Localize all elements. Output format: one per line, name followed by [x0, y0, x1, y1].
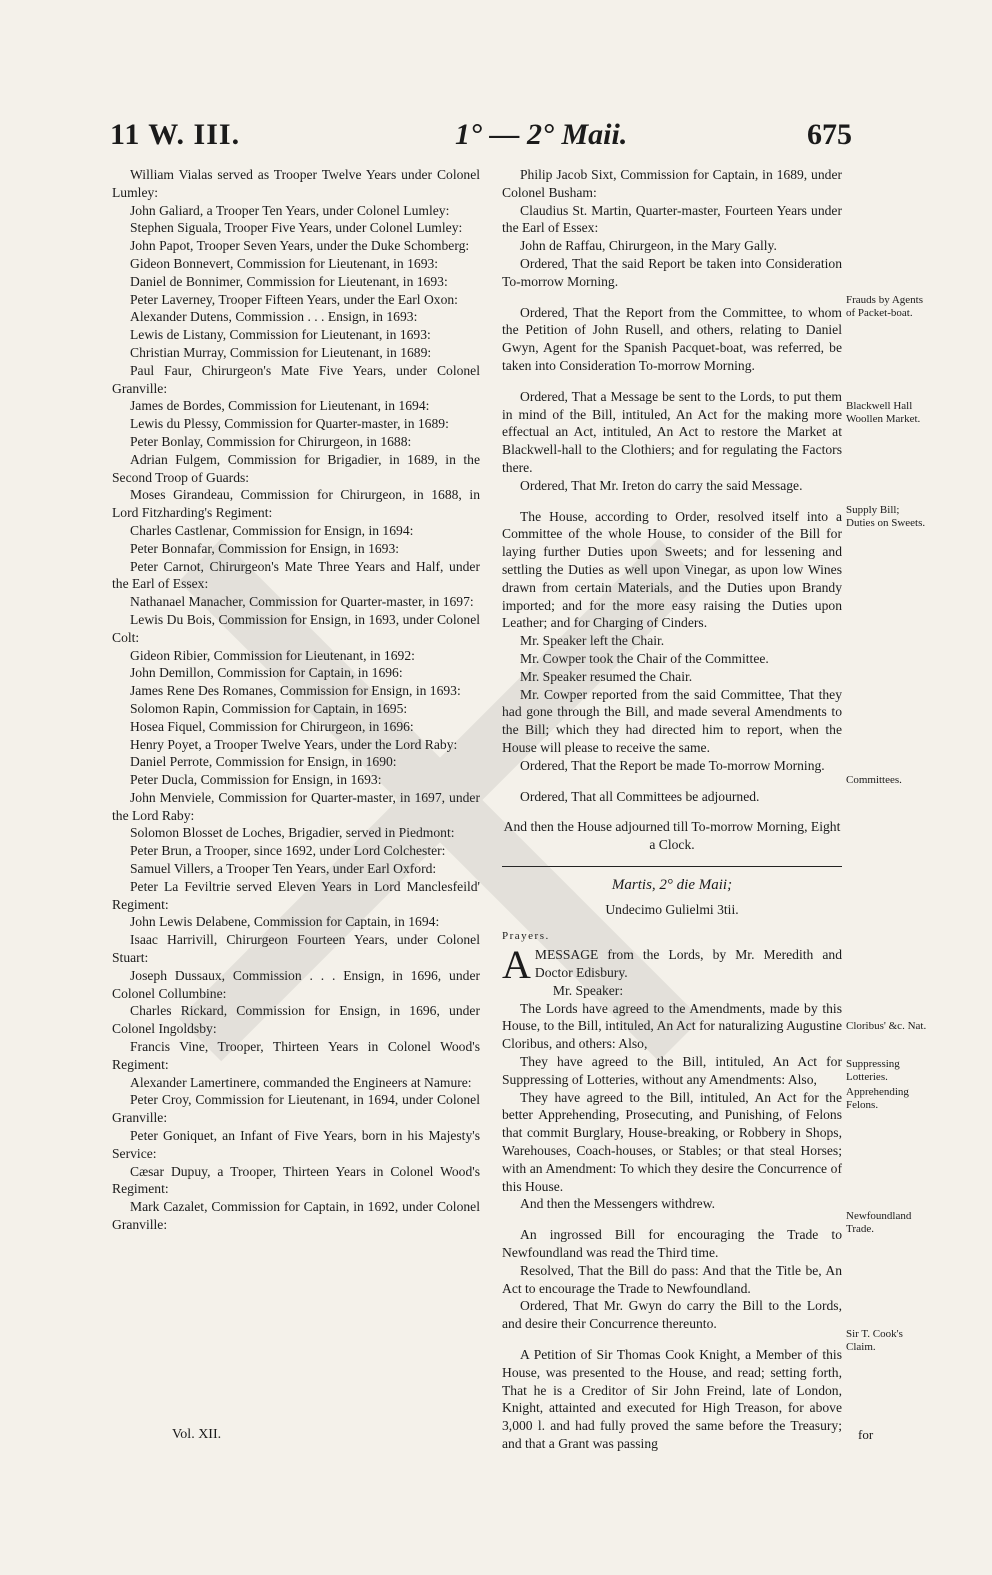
day-heading: Martis, 2° die Maii; — [611, 876, 733, 893]
entry: Mr. Speaker: — [552, 982, 624, 998]
entry: Lewis Du Bois, Commission for Ensign, in 1693, under Colonel Colt: — [112, 611, 480, 645]
cowper-report: Mr. Cowper reported from the said Committee, That they had gone through the Bill, and made several Amendments to the Bill; which they had directed him to report, when the House will please to receive the same. — [502, 686, 842, 755]
adjournment: And then the House adjourned till To-morrow Morning, Eight a Clock. — [503, 819, 841, 853]
entry: They have agreed to the Bill, intituled, An Act for Suppressing of Lotteries, without any Amendments: Also, — [502, 1054, 842, 1087]
margin-note-supply: Supply Bill; Duties on Sweets. — [846, 504, 926, 529]
entry: Alexander Dutens, Commission . . . Ensign, in 1693: — [130, 309, 418, 325]
entry: Cæsar Dupuy, a Trooper, Thirteen Years in Colonel Wood's Regiment: — [112, 1163, 480, 1197]
entry: John Menviele, Commission for Quarter-master, in 1697, under the Lord Raby: — [112, 789, 480, 823]
header-reign: 11 W. III. — [110, 118, 241, 151]
margin-note-frauds: Frauds by Agents of Packet-boat. — [846, 294, 923, 319]
entry: Ordered, That the said Report be taken into Consideration To-morrow Morning. — [502, 255, 842, 289]
right-column — [502, 166, 842, 1453]
speaker-resumed: Mr. Speaker resumed the Chair. — [520, 668, 693, 684]
volume-label: Vol. XII. — [172, 1427, 222, 1442]
margin-note-cloribus: Cloribus' &c. Nat. — [846, 1020, 927, 1032]
entry: Daniel Perrote, Commission for Ensign, in 1690: — [130, 754, 397, 770]
entry: Paul Faur, Chirurgeon's Mate Five Years, under Colonel Granville: — [112, 362, 480, 396]
margin-note-blackwell: Blackwell Hall Woollen Market. — [846, 400, 921, 425]
entry: Peter La Feviltrie served Eleven Years in Lord Manclesfeild' Regiment: — [112, 878, 480, 912]
lords-message — [502, 942, 842, 988]
drop-cap: A — [502, 942, 531, 988]
entry: John Galiard, a Trooper Ten Years, under Colonel Lumley: — [130, 202, 450, 218]
margin-note-lotteries: Suppressing Lotteries. — [846, 1058, 900, 1083]
entry: Moses Girandeau, Commission for Chirurgeon, in 1688, in Lord Fitzharding's Regiment: — [112, 487, 480, 521]
newfoundland-bill: An ingrossed Bill for encouraging the Trade to Newfoundland was read the Third time. — [502, 1227, 842, 1261]
entry: Lewis du Plessy, Commission for Quarter-master, in 1689: — [130, 416, 449, 432]
entry: Peter Croy, Commission for Lieutenant, in 1694, under Colonel Granville: — [112, 1092, 480, 1126]
entry: The Lords have agreed to the Amendments, made by this House, to the Bill, intituled, An Act for naturalizing Augustine Cloribus, and others: Also, — [502, 1000, 842, 1052]
entry: Solomon Rapin, Commission for Captain, in 1695: — [130, 700, 408, 716]
message-text: MESSAGE from the Lords, by Mr. Meredith and Doctor Edisbury. — [534, 947, 842, 981]
entry: Peter Brun, a Trooper, since 1692, under Lord Colchester: — [130, 843, 446, 859]
entry: Peter Ducla, Commission for Ensign, in 1693: — [130, 772, 382, 788]
newfoundland-order: Ordered, That Mr. Gwyn do carry the Bill to the Lords, and desire their Concurrence thereunto. — [502, 1298, 842, 1332]
supply-committee: The House, according to Order, resolved itself into a Committee of the whole House, to consider of the Bill for laying further Duties upon Sweets; and for lessening and settling the Duties as well upon Vinegar, as upon low Wines drawn from certain Materials, and the Duties upon Brandy imported; and for the more easy raising the Duties upon Leather; and for Charging of Cinders. — [502, 508, 842, 631]
prayers-label: Prayers. — [502, 930, 550, 943]
entry: William Vialas served as Trooper Twelve Years under Colonel Lumley: — [112, 167, 480, 200]
entry: Isaac Harrivill, Chirurgeon Fourteen Years, under Colonel Stuart: — [112, 932, 480, 966]
entry: Lewis de Listany, Commission for Lieutenant, in 1693: — [130, 327, 431, 343]
entry: Alexander Lamertinere, commanded the Engineers at Namure: — [130, 1074, 472, 1090]
entry: John de Raffau, Chirurgeon, in the Mary Gally. — [520, 238, 777, 254]
entry: Peter Bonlay, Commission for Chirurgeon, in 1688: — [130, 433, 412, 449]
entry: Gideon Ribier, Commission for Lieutenant, in 1692: — [130, 647, 415, 663]
entry: Solomon Blosset de Loches, Brigadier, served in Piedmont: — [130, 825, 455, 841]
entry: Philip Jacob Sixt, Commission for Captain, in 1689, under Colonel Busham: — [502, 167, 842, 200]
newfoundland-resolved: Resolved, That the Bill do pass: And that the Title be, An Act to encourage the Trade to Newfoundland. — [502, 1262, 842, 1296]
committees-order: Ordered, That all Committees be adjourned. — [520, 788, 760, 804]
entry: John Demillon, Commission for Captain, in 1696: — [130, 665, 403, 681]
entry: Gideon Bonnevert, Commission for Lieutenant, in 1693: — [130, 255, 439, 271]
frauds-order: Ordered, That the Report from the Committee, to whom the Petition of John Rusell, and others, relating to Daniel Gwyn, Agent for the Spanish Pacquet-boat, was referred, be taken into Consideration To-morrow Morning. — [502, 304, 842, 373]
margin-note-newfoundland: Newfoundland Trade. — [846, 1210, 912, 1235]
entry: Charles Rickard, Commission for Ensign, in 1696, under Colonel Ingoldsby: — [112, 1003, 480, 1037]
speaker-left: Mr. Speaker left the Chair. — [520, 633, 665, 649]
margin-note-committees: Committees. — [846, 774, 902, 786]
entry: Samuel Villers, a Trooper Ten Years, under Earl Oxford: — [130, 861, 437, 877]
blackwell-messenger: Ordered, That Mr. Ireton do carry the said Message. — [520, 477, 803, 493]
page-number: 675 — [807, 118, 852, 151]
entry: Joseph Dussaux, Commission . . . Ensign, in 1696, under Colonel Collumbine: — [112, 967, 480, 1001]
entry: John Papot, Trooper Seven Years, under the Duke Schomberg: — [130, 238, 470, 254]
entry: Claudius St. Martin, Quarter-master, Fourteen Years under the Earl of Essex: — [502, 202, 842, 236]
entry: And then the Messengers withdrew. — [520, 1196, 716, 1212]
entry: John Lewis Delabene, Commission for Captain, in 1694: — [130, 914, 440, 930]
margin-note-felons: Apprehending Felons. — [846, 1086, 909, 1111]
entry: Peter Laverney, Trooper Fifteen Years, under the Earl Oxon: — [130, 291, 458, 307]
entry: Charles Castlenar, Commission for Ensign, in 1694: — [130, 522, 414, 538]
entry: Nathanael Manacher, Commission for Quarter-master, in 1697: — [130, 594, 474, 610]
entry: Peter Carnot, Chirurgeon's Mate Three Years and Half, under the Earl of Essex: — [112, 558, 480, 592]
entry: Christian Murray, Commission for Lieutenant, in 1689: — [130, 344, 432, 360]
entry: James Rene Des Romanes, Commission for Ensign, in 1693: — [130, 683, 461, 699]
cook-petition: A Petition of Sir Thomas Cook Knight, a Member of this House, was presented to the House, and read; setting forth, That he is a Creditor of Sir John Freind, late of London, Knight, attainted and executed for High Treason, for above 3,000 l. and had fully proved the same before the Treasury; and that a Grant was passing — [502, 1347, 842, 1451]
entry: Francis Vine, Trooper, Thirteen Years in Colonel Wood's Regiment: — [112, 1039, 480, 1072]
margin-note-cook: Sir T. Cook's Claim. — [846, 1328, 903, 1353]
entry: Peter Goniquet, an Infant of Five Years, born in his Majesty's Service: — [112, 1128, 480, 1161]
report-order: Ordered, That the Report be made To-morrow Morning. — [520, 757, 825, 773]
entry: Hosea Fiquel, Commission for Chirurgeon, in 1696: — [130, 718, 414, 734]
entry: Daniel de Bonnimer, Commission for Lieutenant, in 1693: — [130, 273, 448, 289]
running-header — [110, 118, 852, 158]
section-rule — [502, 866, 842, 867]
entry: They have agreed to the Bill, intituled, An Act for the better Apprehending, Prosecuting, and Punishing, of Felons that commit Burglary, House-breaking, or Robbery in Shops, Warehouses, Coach-houses, or Stables; or that steal Horses; with an Amendment: To which they desire the Concurrence of this House. — [502, 1089, 842, 1194]
entry: Mark Cazalet, Commission for Captain, in 1692, under Colonel Granville: — [112, 1199, 480, 1233]
entry: Adrian Fulgem, Commission for Brigadier, in 1689, in the Second Troop of Guards: — [112, 451, 480, 485]
entry: Peter Bonnafar, Commission for Ensign, in 1693: — [130, 540, 400, 556]
blackwell-order: Ordered, That a Message be sent to the Lords, to put them in mind of the Bill, intituled, An Act for the making more effectual an Act, intituled, An Act to restore the Market at Blackwell-hall to the Clothiers; and for regulating the Factors there. — [502, 388, 842, 475]
catchword: for — [858, 1427, 874, 1442]
header-date: 1° — 2° Maii. — [455, 118, 628, 151]
entry: Henry Poyet, a Trooper Twelve Years, under the Lord Raby: — [130, 736, 458, 752]
left-column — [112, 166, 480, 1234]
entry: Stephen Siguala, Trooper Five Years, under Colonel Lumley: — [130, 220, 463, 236]
entry: James de Bordes, Commission for Lieutenant, in 1694: — [130, 398, 430, 414]
cowper-chair: Mr. Cowper took the Chair of the Committee. — [520, 650, 769, 666]
reign-heading: Undecimo Gulielmi 3tii. — [605, 901, 739, 917]
